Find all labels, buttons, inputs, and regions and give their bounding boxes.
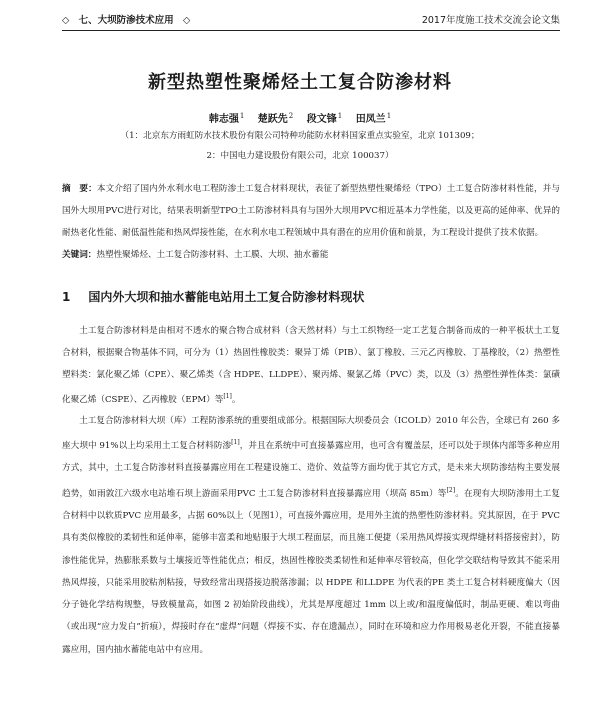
abstract-text: 本文介绍了国内外水利水电工程防渗土工复合材料现状，表征了新型热塑性聚烯烃（TPO）土工复合防渗材料性能，并与国外大坝用PVC进行对比，结果表明新型TPO土工防渗材料具有与国外大坝用PVC相近基本力学性能，以及更高的延伸率、优异的耐热老化性能、耐低温性能和热风焊接性能，在水利水电工程领域中具有潜在的应用价值和前景，为工程设计提供了技术依据。 bbox=[62, 184, 560, 238]
citation-ref: [1] bbox=[223, 393, 232, 400]
running-header bbox=[62, 12, 560, 28]
affiliation-line: 2：中国电力建设股份有限公司，北京 100037） bbox=[206, 151, 394, 161]
citation-ref: [2] bbox=[446, 486, 456, 494]
affiliation-line: （1：北京东方雨虹防水技术股份有限公司特种功能防水材料国家重点实验室，北京 101309； bbox=[120, 131, 480, 141]
section-number: 1 bbox=[62, 290, 71, 304]
abstract-label: 摘 要： bbox=[62, 184, 97, 194]
header-divider bbox=[62, 30, 560, 31]
section-label: 七、大坝防渗技术应用 bbox=[78, 15, 174, 26]
diamond-marker-icon: ◇ bbox=[62, 15, 70, 26]
keywords-text: 热塑性聚烯烃、土工复合防渗材料、土工膜、大坝、抽水蓄能 bbox=[96, 250, 329, 260]
author-name: 韩志强$^1$ bbox=[208, 111, 245, 125]
body-paragraph: 土工复合防渗材料大坝（库）工程防渗系统的重要组成部分。根据国际大坝委员会（ICOLD）2010 年公告，全球已有 260 多座大坝中 91%以上均采用土工复合材料防渗[1]，并且在系统中可直接暴露应用，也可含有覆盖层，还可以处于坝体内部等多种应用方式，其中，土工复合防渗材料直接暴露应用在工程建设施工、造价、效益等方面均优于其它方式，是未来大坝防渗结构主要发展趋势，如雨敦江六级水电站堆石坝上游面采用PVC 土工复合防渗材料直接暴露应用（坝高 85m）等[2]。在现有大坝防渗用土工复合材料中以软质PVC 应用最多，占据 60%以上（见图1），可直接外露应用，是用外主流的热塑性防渗材料。究其原因，在于 PVC 具有类似橡胶的柔韧性和延伸率，能够丰富柔和地贴服于大坝工程面层，而且施工便捷（采用热风焊接实现焊缝材料搭接密封），防渗性能优异，热膨胀系数与土壤接近等性能优点；相反，热固性橡胶类柔韧性和延伸率尽管较高，但化学交联结构导致其不能采用热风焊接，只能采用胶粘剂粘接，导致经常出现搭接边脱落渗漏；以 HDPE 和LLDPE 为代表的PE 类土工复合材料硬度偏大（因分子链化学结构规整，导致模量高，如图 2 初始阶段曲线），尤其是厚度超过 1mm 以上或/和温度偏低时，制品更硬、难以弯曲（或出现“应力发白”折痕），焊接时存在“虚焊”问题（焊接不实、存在遗漏点），同时在环境和应力作用极易老化开裂，不能直接暴露应用，国内抽水蓄能电站中有应用。 bbox=[62, 416, 560, 655]
author-list bbox=[0, 110, 600, 125]
author-name: 田凤兰$^1$ bbox=[355, 111, 392, 125]
paper-title: 新型热塑性聚烯烃土工复合防渗材料 bbox=[148, 72, 452, 93]
author-name: 楚跃先$^2$ bbox=[257, 111, 294, 125]
running-header-section bbox=[62, 12, 190, 26]
keywords-label: 关键词： bbox=[62, 250, 97, 260]
keywords bbox=[62, 244, 560, 266]
section-title: 国内外大坝和抽水蓄能电站用土工复合防渗材料现状 bbox=[88, 290, 365, 304]
journal-name: 2017年度施工技术交流会论文集 bbox=[421, 15, 560, 26]
abstract bbox=[62, 178, 560, 244]
author-name: 段文锋$^1$ bbox=[306, 111, 343, 125]
section-heading bbox=[62, 288, 560, 305]
diamond-marker-icon: ◇ bbox=[182, 15, 191, 26]
citation-ref: [1] bbox=[231, 439, 240, 447]
body-paragraph: 土工复合防渗材料是由相对不透水的聚合物合成材料（含天然材料）与土工织物经一定工艺复合制备而成的一种平板状土工复合材料，根据聚合物基体不同，可分为（1）热固性橡胶类：聚异丁烯（PIB）、氯丁橡胶、三元乙丙橡胶、丁基橡胶，（2）热塑性塑料类：氯化聚乙烯（CPE）、聚乙烯类（含 HDPE、LLDPE）、聚丙烯、聚氯乙烯（PVC）类，以及（3）热塑性弹性体类：氯磺化聚乙烯（CSPE）、乙丙橡胶（EPM）等[1]。 bbox=[62, 326, 560, 405]
